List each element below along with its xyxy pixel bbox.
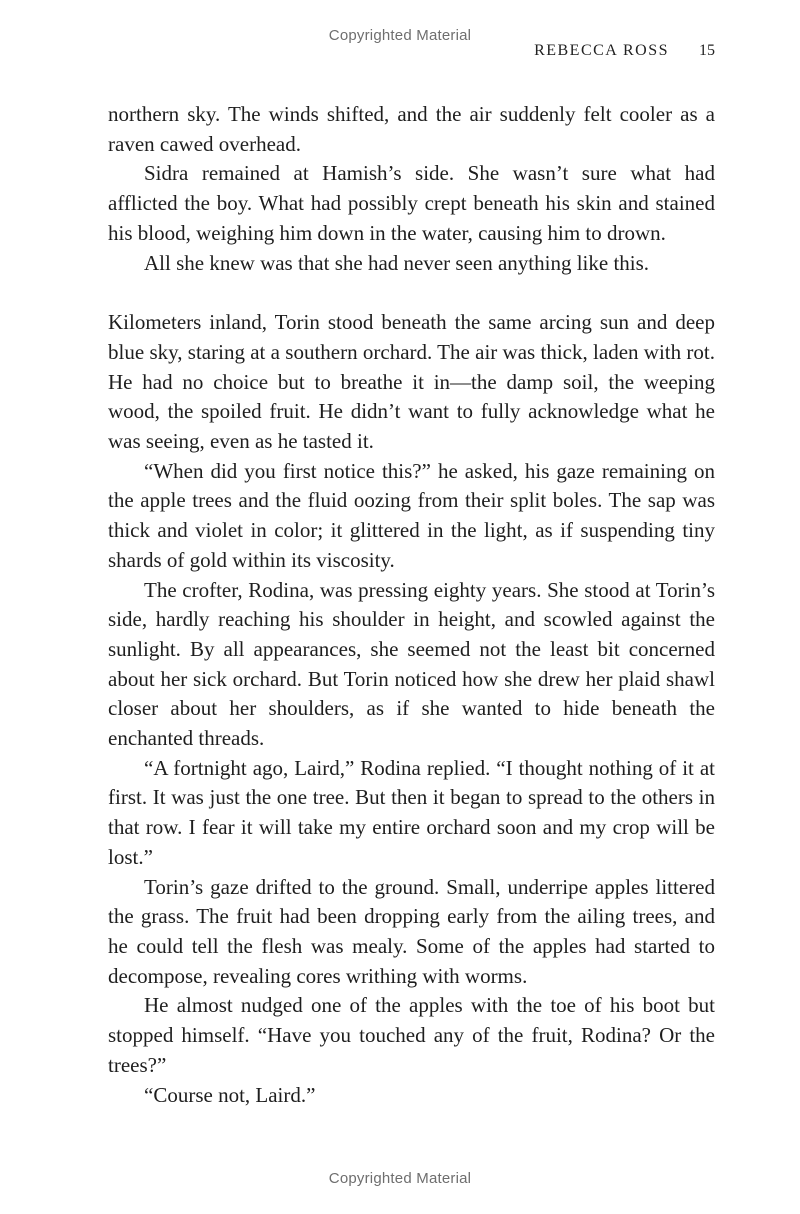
paragraph: “When did you first notice this?” he asked, his gaze remaining on the apple trees and the fluid oozing from their split boles. The sap was thick and violet in color; it glittered in the light, as if suspending tiny shards of gold within its viscosity.: [108, 458, 715, 572]
paragraph: northern sky. The winds shifted, and the air suddenly felt cooler as a raven cawed overhead.: [108, 102, 715, 156]
paragraph: The crofter, Rodina, was pressing eighty years. She stood at Torin’s side, hardly reaching his shoulder in height, and scowled against the sunlight. By all appearances, she seemed not the least bit concerned about her sick orchard. But Torin noticed how she drew her plaid shawl closer about her shoulders, as if she wanted to hide beneath the enchanted threads.: [108, 577, 715, 751]
author-name: REBECCA ROSS: [534, 42, 669, 59]
running-head: [534, 42, 715, 60]
paragraph: Sidra remained at Hamish’s side. She wasn’t sure what had afflicted the boy. What had possibly crept beneath his skin and stained his blood, weighing him down in the water, causing him to drown.: [108, 161, 715, 245]
paragraph: Torin’s gaze drifted to the ground. Small, underripe apples littered the grass. The fruit had been dropping early from the ailing trees, and he could tell the flesh was mealy. Some of the apples had started to decompose, revealing cores writhing with worms.: [108, 874, 715, 988]
paragraph: He almost nudged one of the apples with the toe of his boot but stopped himself. “Have you touched any of the fruit, Rodina? Or the trees?”: [108, 993, 715, 1077]
copyright-watermark-bottom: Copyrighted Material: [328, 1170, 472, 1187]
paragraph: “Course not, Laird.”: [144, 1082, 316, 1107]
page-number: 15: [699, 42, 715, 59]
paragraph: “A fortnight ago, Laird,” Rodina replied. “I thought nothing of it at first. It was just the one tree. But then it began to spread to the others in that row. I fear it will take my entire orchard soon and my crop will be lost.”: [108, 755, 715, 869]
copyright-watermark-top: Copyrighted Material: [328, 27, 472, 44]
body-text: [108, 100, 715, 1110]
paragraph-scene-start: Kilometers inland, Torin stood beneath the same arcing sun and deep blue sky, staring at a southern orchard. The air was thick, laden with rot. He had no choice but to breathe it in—the damp soil, the weeping wood, the spoiled fruit. He didn’t want to fully acknowledge what he was seeing, even as he tasted it.: [108, 310, 715, 454]
paragraph: All she knew was that she had never seen anything like this.: [144, 250, 650, 275]
